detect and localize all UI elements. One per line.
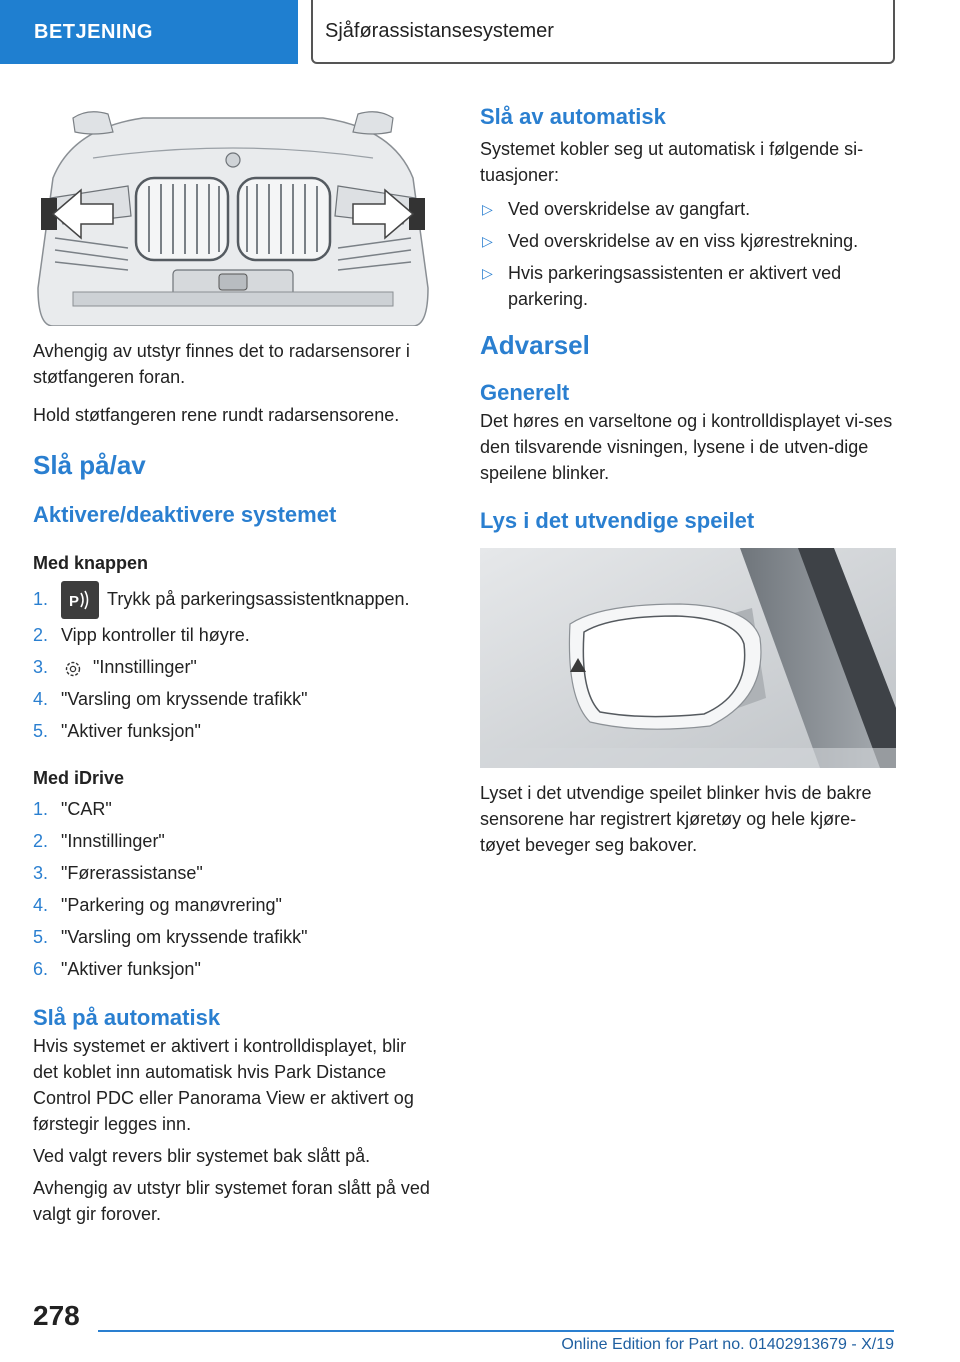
step-text: "Aktiver funksjon": [61, 721, 201, 742]
list-item: [33, 683, 433, 715]
step-number: 4.: [33, 689, 49, 710]
triangle-bullet-icon: ▷: [482, 233, 493, 249]
car-front-radar-figure: [33, 98, 433, 326]
heading-auto-on: Slå på automatisk: [33, 1005, 221, 1031]
intro-paragraph-2: Hold støtfangeren rene rundt radarsensorene.: [33, 405, 400, 425]
page-number: 278: [33, 1300, 80, 1331]
step-text: "Varsling om kryssende trafikk": [61, 689, 308, 710]
general-paragraph: Det høres en varseltone og i kontrolldisplayet vi-ses den tilsvarende visningen, lysene i de utven-dige speilene blinker.: [480, 411, 893, 483]
heading-activate-system: Aktivere/deaktivere systemet: [33, 502, 337, 527]
gear-icon: [63, 659, 83, 679]
step-number: 4.: [33, 895, 49, 916]
auto-on-paragraph-3: Avhengig av utstyr blir systemet foran slått på ved valgt gir forover.: [33, 1178, 430, 1225]
step-text: "Innstillinger": [61, 831, 165, 852]
step-number: 3.: [33, 657, 49, 678]
list-item: [33, 857, 433, 889]
footer-divider: [98, 1330, 894, 1332]
parking-assistant-button-icon: [61, 581, 99, 619]
edition-text: Online Edition for Part no. 01402913679 - X/19: [561, 1336, 894, 1353]
list-item: [480, 196, 896, 222]
step-number: 2.: [33, 831, 49, 852]
heading-general: Generelt: [480, 380, 570, 405]
heading-warning: Advarsel: [480, 330, 590, 360]
step-text: "Førerassistanse": [61, 863, 203, 884]
list-item-text: Ved overskridelse av en viss kjørestrekning.: [508, 231, 859, 251]
step-number: 5.: [33, 721, 49, 742]
auto-on-paragraph-1: Hvis systemet er aktivert i kontrolldisplayet, blir det koblet inn automatisk hvis Park Distance Control PDC eller Panorama View er aktivert og førstegir legges inn.: [33, 1036, 414, 1135]
step-text: "Varsling om kryssende trafikk": [61, 927, 308, 948]
heading-mirror-light: Lys i det utvendige speilet: [480, 508, 755, 533]
auto-off-list: [480, 196, 896, 312]
list-item: [33, 889, 433, 921]
step-text: "CAR": [61, 799, 112, 820]
list-item-text: Hvis parkeringsassistenten er aktivert ved parkering.: [508, 263, 842, 309]
list-item: [33, 580, 433, 619]
list-item: [33, 619, 433, 651]
heading-with-idrive: Med iDrive: [33, 768, 125, 789]
step-number: 2.: [33, 625, 49, 646]
heading-auto-off: Slå av automatisk: [480, 104, 666, 129]
right-column: [480, 102, 896, 858]
step-number: 1.: [33, 799, 49, 820]
list-item: [480, 260, 896, 312]
step-text: "Aktiver funksjon": [61, 959, 201, 980]
exterior-mirror-figure: [480, 548, 896, 768]
svg-text:P: P: [69, 593, 80, 611]
auto-off-paragraph: Systemet kobler seg ut automatisk i følgende si-tuasjoner:: [480, 139, 864, 185]
step-number: 5.: [33, 927, 49, 948]
mirror-paragraph: Lyset i det utvendige speilet blinker hvis de bakre sensorene har registrert kjøretøy og hele kjøre-tøyet beveger seg bakover.: [480, 783, 872, 855]
section-tab: BETJENING: [0, 0, 298, 64]
heading-on-off: Slå på/av: [33, 450, 146, 480]
left-column: [33, 98, 433, 1227]
list-item: [33, 715, 433, 747]
list-item: [33, 651, 433, 683]
step-text: Vipp kontroller til høyre.: [61, 625, 250, 646]
triangle-bullet-icon: ▷: [482, 201, 493, 217]
step-number: 1.: [33, 589, 49, 609]
triangle-bullet-icon: ▷: [482, 265, 493, 281]
step-number: 3.: [33, 863, 49, 884]
step-text: "Innstillinger": [93, 657, 197, 678]
list-item: [33, 793, 433, 825]
heading-with-button: Med knappen: [33, 553, 149, 573]
page-header: [0, 0, 960, 66]
list-item: [33, 953, 433, 985]
intro-paragraph-1: Avhengig av utstyr finnes det to radarsensorer i støtfangeren foran.: [33, 341, 410, 387]
list-item-text: Ved overskridelse av gangfart.: [508, 199, 751, 219]
chapter-title: Sjåførassistansesystemer: [311, 0, 895, 64]
step-number: 6.: [33, 959, 49, 980]
step-text: "Parkering og manøvrering": [61, 895, 282, 916]
list-item: [33, 825, 433, 857]
list-item: [33, 921, 433, 953]
list-item: [480, 228, 896, 254]
button-steps-list: [33, 580, 433, 747]
step-text: Trykk på parkeringsassistentknappen.: [107, 589, 410, 609]
idrive-steps-list: [33, 793, 433, 985]
auto-on-paragraph-2: Ved valgt revers blir systemet bak slått på.: [33, 1146, 371, 1167]
